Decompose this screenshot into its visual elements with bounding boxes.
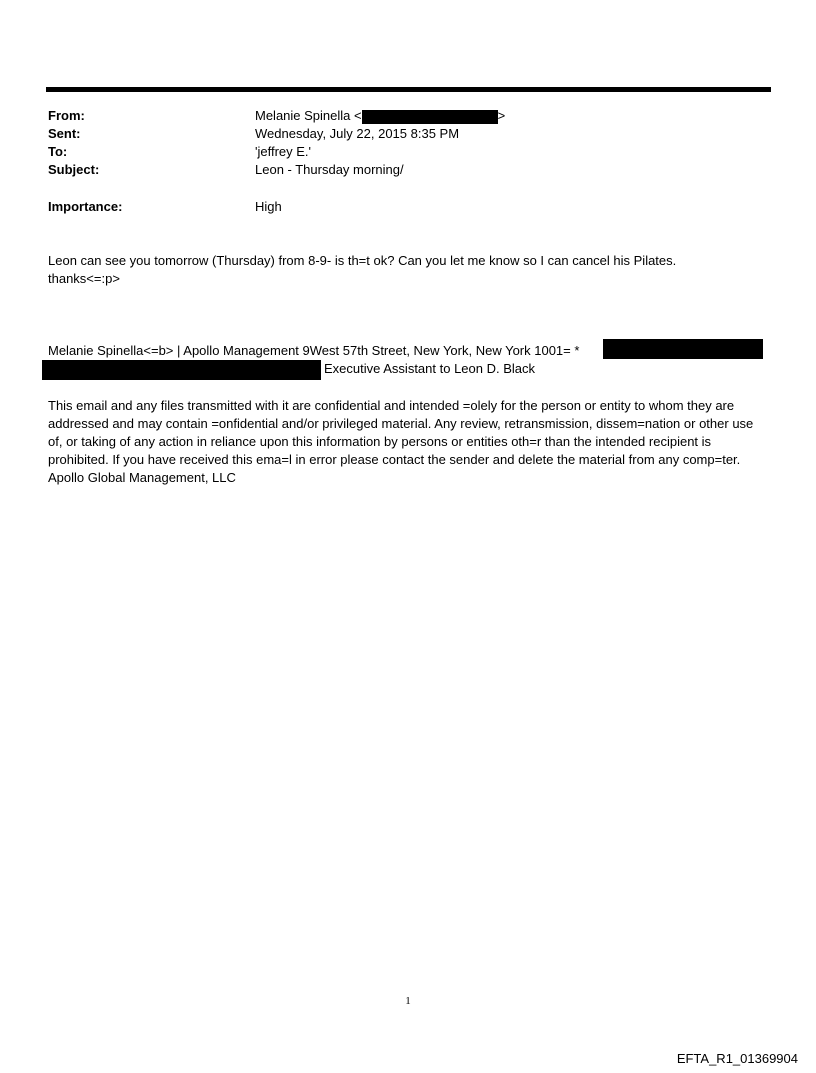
header-rule [46,87,771,92]
from-value [255,107,505,125]
page-number: 1 [405,995,411,1007]
redacted-email [362,110,498,124]
message-line-1: Leon can see you tomorrow (Thursday) from 8-9- is th=t ok? Can you let me know so I can cancel his Pilates. [48,253,677,268]
message-body [48,252,768,288]
document-id: EFTA_R1_01369904 [676,1051,798,1066]
signature-line-2: Executive Assistant to Leon D. Black [324,361,535,376]
from-label: From: [48,108,85,123]
redacted-contact [42,360,321,380]
redacted-phone [603,339,763,359]
subject-value: Leon - Thursday morning/ [255,162,404,177]
message-line-2: thanks<=:p> [48,271,120,286]
importance-label: Importance: [48,199,123,214]
signature-line-1: Melanie Spinella<=b> | Apollo Management 9West 57th Street, New York, New York 1001= * [48,343,580,358]
importance-value: High [255,199,282,214]
subject-label: Subject: [48,162,100,177]
to-label: To: [48,144,68,159]
from-close: > [497,108,506,123]
confidentiality-disclaimer: This email and any files transmitted with it are confidential and intended =olely for the person or entity to whom they are addressed and may contain =onfidential and/or privileged material. Any review, retransmission, dissem=nation or other use of, or taking of any action in reliance upon this information by persons or entities oth=r than the intended recipient is prohibited. If you have received this ema=l in error please contact the sender and delete the material from any comp=ter. Apollo Global Management, LLC [48,398,754,485]
sent-value: Wednesday, July 22, 2015 8:35 PM [255,126,460,141]
from-name: Melanie Spinella < [255,108,362,123]
sent-label: Sent: [48,126,81,141]
to-value: 'jeffrey E.' [255,144,312,159]
